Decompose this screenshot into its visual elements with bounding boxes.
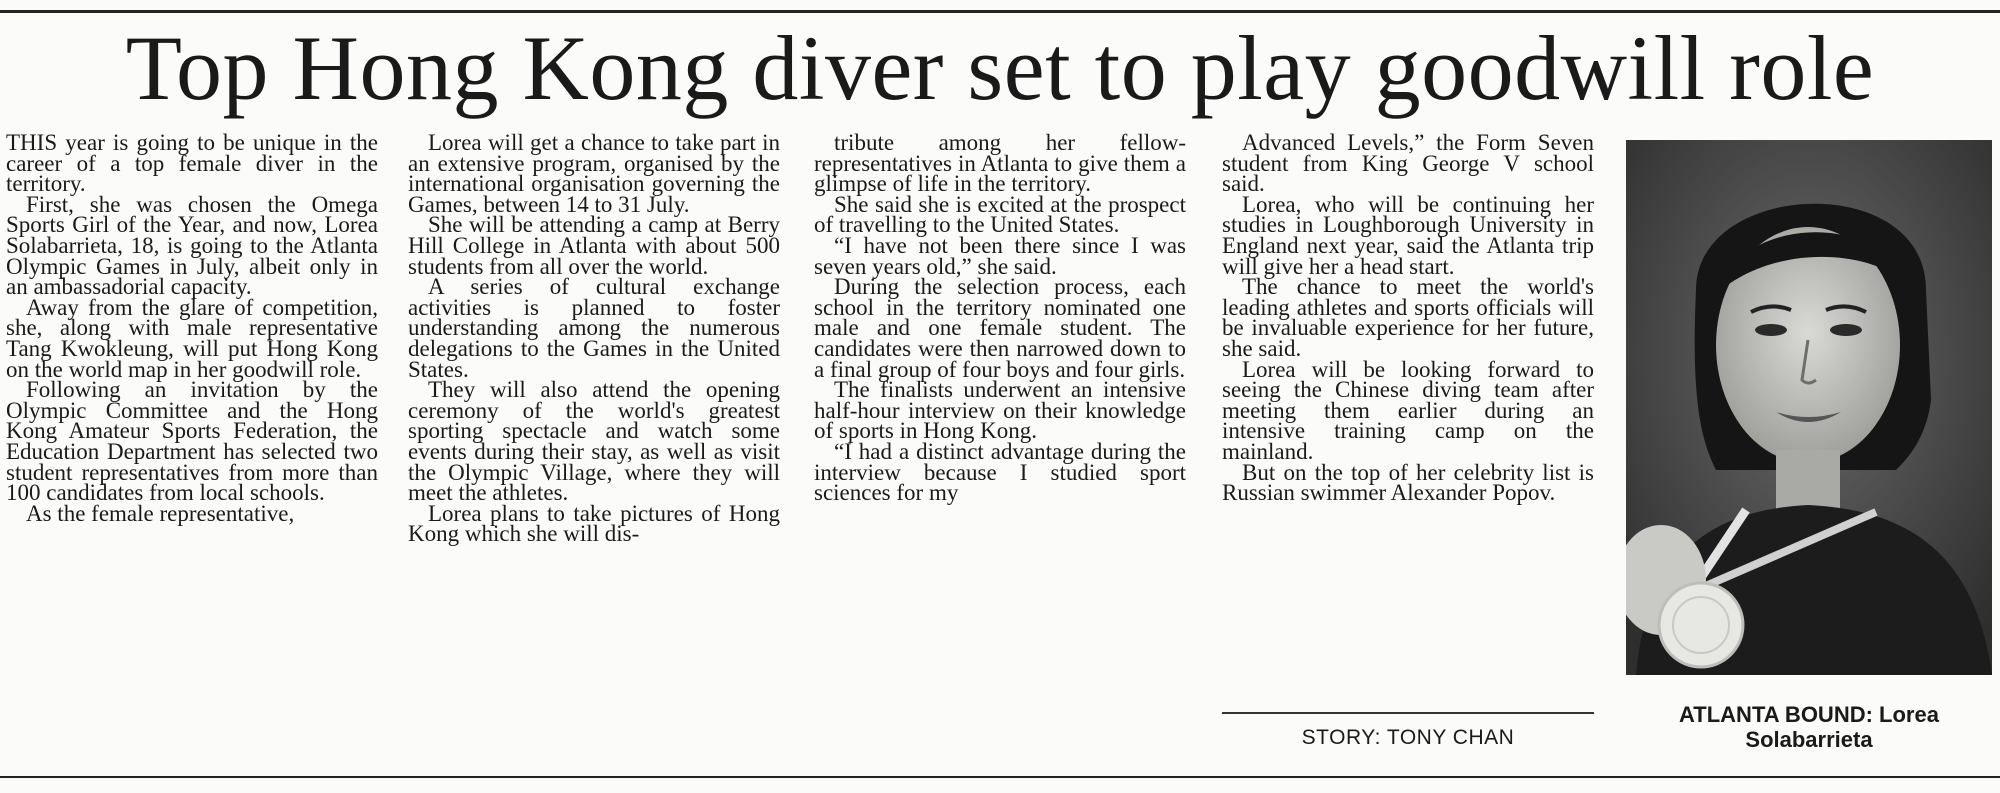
- article-paragraph: She will be attending a camp at Berry Hill College in Atlanta with about 500 students from all over the world.: [408, 212, 780, 279]
- article-paragraph: They will also attend the opening ceremony of the world's greatest sporting spectacle and watch some events during their stay, as well as visit the Olympic Village, where they will meet the athletes.: [408, 377, 780, 506]
- article-paragraph: Lorea plans to take pictures of Hong Kong which she will dis-: [408, 500, 780, 547]
- story-credit-rule: [1222, 712, 1594, 714]
- article-paragraph: Lorea will get a chance to take part in an extensive program, organised by the international organisation governing the Games, between 14 to 31 July.: [408, 133, 780, 217]
- article-paragraph: Lorea, who will be continuing her studies in Loughborough University in England next year, said the Atlanta trip will give her a head start.: [1222, 191, 1594, 279]
- article-paragraph: A series of cultural exchange activities is planned to foster understanding among the numerous delegations to the Games in the United States.: [408, 274, 780, 382]
- caption-text: Lorea Solabarrieta: [1745, 702, 1939, 752]
- article-paragraph: As the female representative,: [26, 500, 295, 526]
- article-paragraph: First, she was chosen the Omega Sports Girl of the Year, and now, Lorea Solabarrieta, 18, is going to the Atlanta Olympic Games in July, albeit only in an ambassadorial capacity.: [6, 191, 378, 300]
- article-paragraph: “I have not been there since I was seven years old,” she said.: [814, 232, 1186, 279]
- article-paragraph: But on the top of her celebrity list is Russian swimmer Alexander Popov.: [1222, 459, 1594, 506]
- article-paragraph: During the selection process, each school in the territory nominated one male and one female student. The candidates were then narrowed down to a final group of four boys and four girls.: [814, 274, 1186, 382]
- caption-label: ATLANTA BOUND:: [1679, 702, 1873, 727]
- portrait-photo: [1626, 140, 1992, 675]
- article-paragraph: “I had a distinct advantage during the interview because I studied sport sciences for my: [814, 438, 1186, 506]
- article-paragraph: The finalists underwent an intensive half-hour interview on their knowledge of sports in Hong Kong.: [814, 377, 1186, 444]
- article-paragraph: The chance to meet the world's leading athletes and sports officials will be invaluable experience for her future, she said.: [1222, 274, 1594, 361]
- bottom-rule: [0, 776, 2000, 778]
- photo-caption: [1626, 702, 1992, 752]
- top-rule: [0, 10, 2000, 13]
- article-column-4: [1222, 133, 1594, 753]
- article-column-3: [814, 133, 1186, 753]
- headline: Top Hong Kong diver set to play goodwill role: [125, 17, 1875, 119]
- article-paragraph: She said she is excited at the prospect of travelling to the United States.: [814, 191, 1186, 238]
- article-paragraph: Away from the glare of competition, she, along with male representative Tang Kwokleung, will put Hong Kong on the world map in her goodwill role.: [6, 294, 378, 382]
- article-paragraph: tribute among her fellow-representatives in Atlanta to give them a glimpse of life in the territory.: [814, 133, 1186, 197]
- article-paragraph: Lorea will be looking forward to seeing the Chinese diving team after meeting them earlier during an intensive training camp on the mainland.: [1222, 356, 1594, 464]
- article-column-2: [408, 133, 780, 753]
- article-paragraph: Advanced Levels,” the Form Seven student from King George V school said.: [1222, 133, 1594, 197]
- story-credit: STORY: TONY CHAN: [1301, 726, 1515, 749]
- article-paragraph: THIS year is going to be unique in the career of a top female diver in the territory.: [6, 133, 378, 197]
- article-paragraph: Following an invitation by the Olympic Committee and the Hong Kong Amateur Sports Federation, the Education Department has selected two student representatives from more than 100 candidates from local schools.: [6, 377, 378, 506]
- article-column-1: [6, 133, 378, 753]
